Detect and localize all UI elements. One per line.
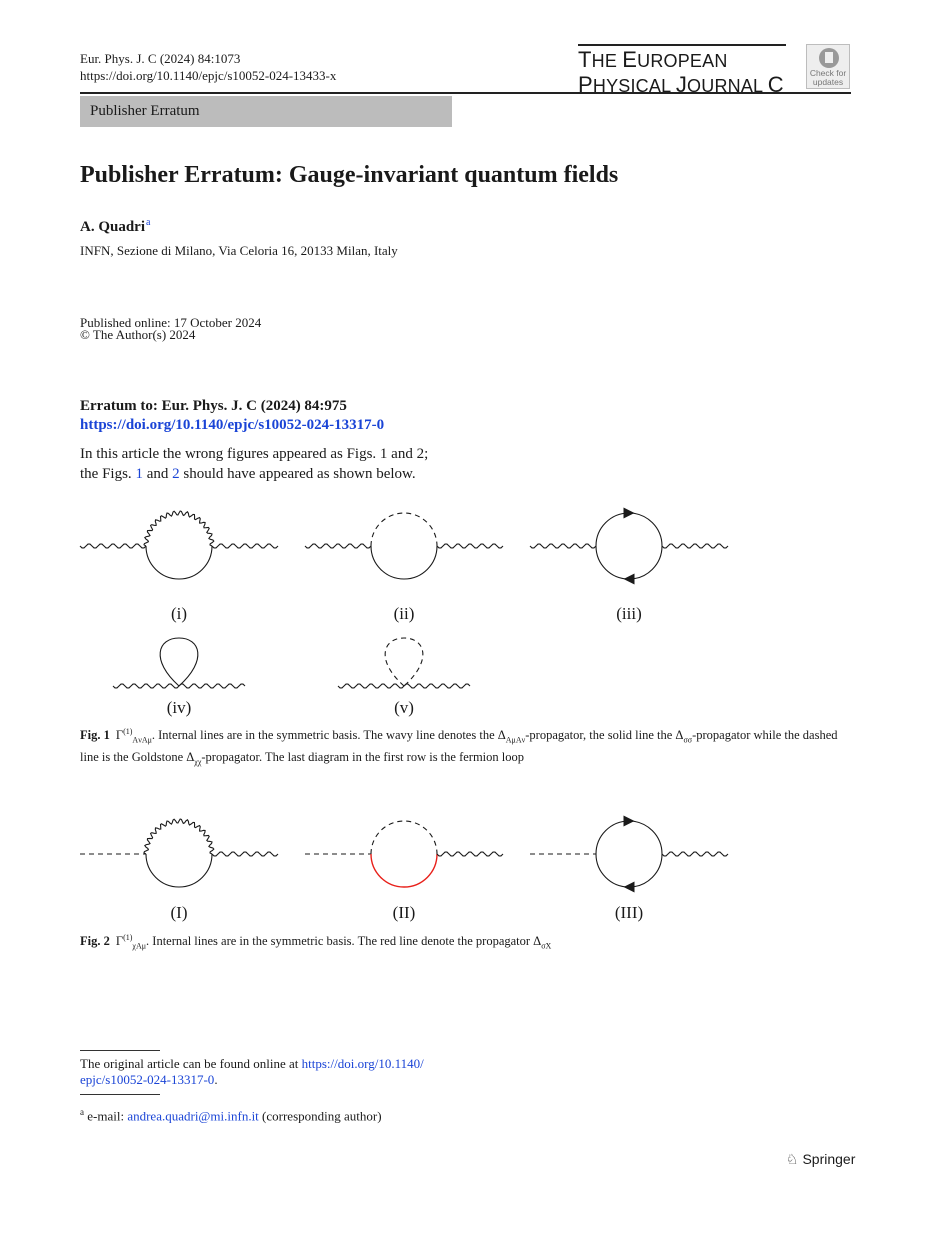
copyright: © The Author(s) 2024 xyxy=(80,327,196,342)
fig2-II-external-wavy xyxy=(437,852,503,856)
fig2-I-wavy-arc xyxy=(144,819,214,854)
fig1-i-solid-arc xyxy=(146,546,212,579)
fig1-iii-fermion-arc-bottom xyxy=(596,546,629,579)
author-footnote-mark[interactable]: a xyxy=(146,217,151,228)
footnote-rule-2 xyxy=(80,1094,160,1095)
original-article-note: The original article can be found online at https://doi.org/10.1140/ epjc/s10052-024-13317-0. xyxy=(80,1056,424,1087)
fig2-III-fermion-arrow-top xyxy=(596,821,629,854)
fig1-caption: Fig. 1 $\Gamma^{(1)}_{A\nu A\mu}$. Internal lines are in the symmetric basis. The wavy line denotes the $\Delta_{A\mu A\nu}$-propagator, the solid line the $\Delta_{\sigma\sigma}$-propagator while the dashed line is the Goldstone $\Delta_{\chi\chi}$-propagator. The last diagram in the first row is the fermion loop xyxy=(80,727,838,767)
fig1-i-external-right xyxy=(212,544,278,548)
fig2-caption-label: Fig. 2 xyxy=(80,934,110,949)
fig1-iii-external-left xyxy=(530,544,596,548)
fig1-link[interactable]: 1 xyxy=(135,466,143,482)
fig2-III-fermion-arc-top xyxy=(629,821,662,854)
published-online: Published online: 17 October 2024 xyxy=(80,315,262,330)
article-doi[interactable]: https://doi.org/10.1140/epjc/s10052-024-13433-x xyxy=(80,68,337,83)
fig1-ii-external-right xyxy=(437,544,503,548)
erratum-ref: Erratum to: Eur. Phys. J. C (2024) 84:975 xyxy=(80,398,347,414)
fig1-label-v: (v) xyxy=(394,698,414,717)
author-name: A. Quadri xyxy=(80,219,146,235)
email-link[interactable]: andrea.quadri@mi.infn.it xyxy=(127,1108,259,1124)
fig2-I-solid-arc xyxy=(146,854,212,887)
article-type: Publisher Erratum xyxy=(90,103,200,119)
fig1-iii-fermion-arc-top xyxy=(629,513,662,546)
fig1-label-iv: (iv) xyxy=(166,698,192,717)
journal-citation: Eur. Phys. J. C (2024) 84:1073 xyxy=(80,51,241,66)
fig1-label-i: (i) xyxy=(170,604,188,623)
check-for-updates-label: Check for updates xyxy=(809,68,847,87)
journal-title: THE EUROPEAN PHYSICAL JOURNAL C xyxy=(578,44,786,98)
publisher-name: Springer xyxy=(802,1151,856,1167)
fig1-ii-solid-arc xyxy=(371,546,437,579)
original-link-cont[interactable]: epjc/s10052-024-13317-0 xyxy=(80,1072,215,1087)
fig1-ii-dashed-arc xyxy=(371,513,437,546)
original-link[interactable]: https://doi.org/10.1140/ xyxy=(301,1056,424,1071)
fig1-iii-fermion-arrow-top xyxy=(596,513,629,546)
fig2-caption: Fig. 2 $\Gamma^{(1)}_{\chi A\mu}$. Internal lines are in the symmetric basis. The red line denote the propagator $\Delta_{\sigma X}$ xyxy=(80,933,552,951)
fig1-i-wavy-arc xyxy=(144,511,214,546)
footnote-rule xyxy=(80,1050,160,1051)
email-note: $^a$ e-mail: andrea.quadri@mi.infn.it (corresponding author) xyxy=(80,1107,382,1124)
fig1-v-dashed-loop xyxy=(385,638,423,686)
springer-logo xyxy=(786,1151,855,1168)
fig1-caption-label: Fig. 1 xyxy=(80,728,110,743)
springer-horse-icon: ♘ xyxy=(786,1151,799,1167)
affiliation: INFN, Sezione di Milano, Via Celoria 16, 20133 Milan, Italy xyxy=(80,243,398,258)
fig1-iii-external-right xyxy=(662,544,728,548)
body-line-2: the Figs. 1 and 2 should have appeared as shown below. xyxy=(80,466,416,482)
fig2-II-red-arc xyxy=(371,854,437,887)
fig2-label-III: (III) xyxy=(614,903,644,922)
erratum-doi-link[interactable]: https://doi.org/10.1140/epjc/s10052-024-13317-0 xyxy=(80,417,385,433)
fig1-ii-external-left xyxy=(305,544,371,548)
fig2-III-external-wavy xyxy=(662,852,728,856)
fig1-label-ii: (ii) xyxy=(393,604,415,623)
fig2-I-external-wavy xyxy=(212,852,278,856)
fig2-III-fermion-arc-bottom xyxy=(596,854,629,887)
fig1-iv-solid-loop xyxy=(160,638,198,686)
fig2-link[interactable]: 2 xyxy=(172,466,180,482)
fig1-label-iii: (iii) xyxy=(616,604,642,623)
article-title: Publisher Erratum: Gauge-invariant quantum fields xyxy=(80,162,619,188)
fig1-iii-fermion-arrow-bottom xyxy=(629,546,662,579)
fig2-III-fermion-arrow-bottom xyxy=(629,854,662,887)
fig2-label-II: (II) xyxy=(392,903,416,922)
fig2-label-I: (I) xyxy=(170,903,188,922)
fig1-i-external-left xyxy=(80,544,146,548)
fig2-II-dashed-arc xyxy=(371,821,437,854)
body-line-1: In this article the wrong figures appeared as Figs. 1 and 2; xyxy=(80,446,429,462)
